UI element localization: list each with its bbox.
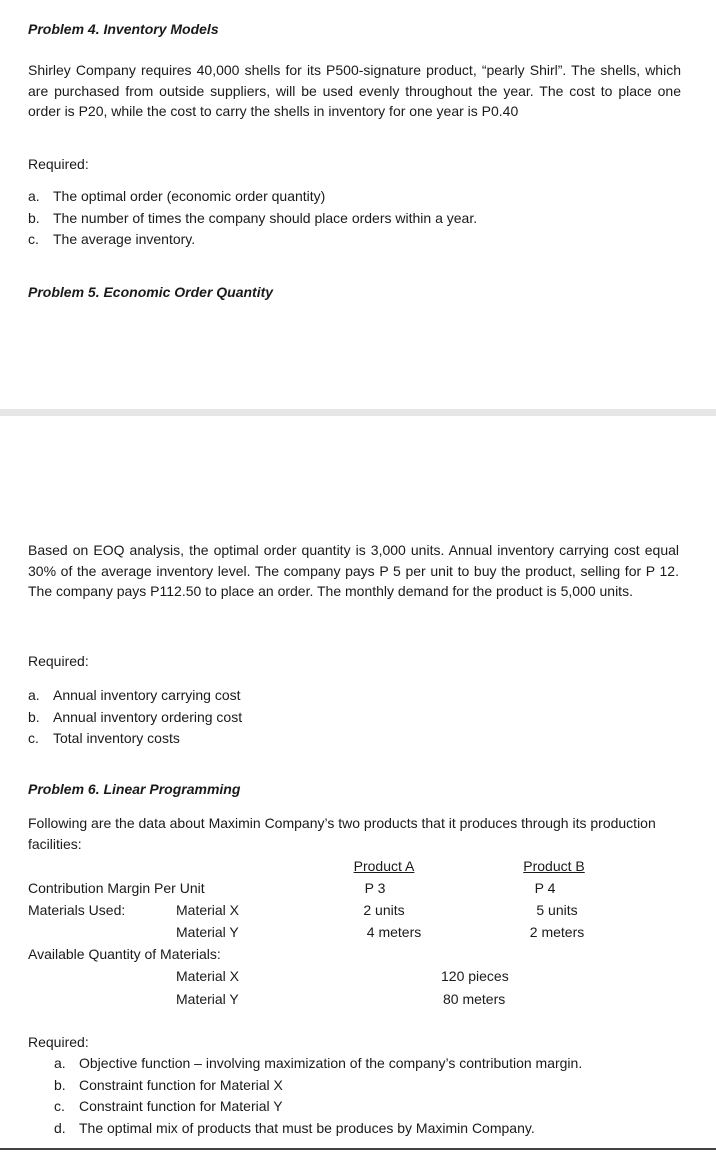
list-item: c. The average inventory.	[28, 231, 196, 247]
column-header-product-b: Product B	[523, 858, 585, 874]
problem-4-required-list	[28, 186, 477, 251]
row-label-material-x: Material X	[176, 902, 240, 918]
problem-4-required-label: Required:	[28, 156, 89, 172]
problem-6-title: Problem 6. Linear Programming	[28, 781, 241, 797]
list-item: b. Constraint function for Material X	[54, 1076, 283, 1093]
row-label-available-material-x: Material X	[176, 968, 240, 984]
problem-5-body: Based on EOQ analysis, the optimal order quantity is 3,000 units. Annual inventory carrying cost equal 30% of the average inventory level. The company pays P 5 per unit to buy the product, selling for P 12. The company pays P112.50 to place an order. The monthly demand for the product is 5,000 units.	[28, 542, 679, 599]
problem-6-required-label: Required:	[28, 1034, 89, 1050]
problem-4-title: Problem 4. Inventory Models	[28, 21, 219, 37]
cell-cm-product-a: P 3	[364, 880, 386, 896]
cell-my-product-b: 2 meters	[529, 924, 585, 940]
page-divider	[0, 409, 716, 416]
list-item: b. Annual inventory ordering cost	[28, 708, 243, 725]
cell-cm-product-b: P 4	[534, 880, 556, 896]
list-item: a. The optimal order (economic order quantity)	[28, 188, 326, 204]
problem-4-body: Shirley Company requires 40,000 shells for its P500-signature product, “pearly Shirl”. The shells, which are purchased from outside suppliers, will be used evenly throughout the year. The cost to place one order is P20, while the cost to carry the shells in inventory for one year is P0.40	[28, 62, 681, 119]
cell-my-product-a: 4 meters	[366, 924, 422, 940]
bottom-rule	[0, 1148, 716, 1150]
list-item: d. The optimal mix of products that must be produces by Maximin Company.	[54, 1119, 535, 1136]
cell-available-material-y: 80 meters	[443, 991, 506, 1007]
row-label-available-quantity: Available Quantity of Materials:	[28, 946, 221, 962]
cell-mx-product-a: 2 units	[363, 902, 405, 918]
row-label-contribution-margin: Contribution Margin Per Unit	[28, 880, 205, 896]
problem-5-required-list	[28, 685, 242, 750]
cell-mx-product-b: 5 units	[536, 902, 578, 918]
list-item: a. Objective function – involving maximization of the company’s contribution margin.	[54, 1055, 583, 1071]
problem-6-body: Following are the data about Maximin Company’s two products that it produces through its production facilities:	[28, 815, 656, 852]
problem-6-required-list	[54, 1053, 582, 1139]
problem-5-title: Problem 5. Economic Order Quantity	[28, 284, 274, 300]
cell-available-material-x: 120 pieces	[441, 968, 509, 984]
list-item: b. The number of times the company should place orders within a year.	[28, 209, 478, 226]
list-item: c. Constraint function for Material Y	[54, 1098, 283, 1114]
row-label-available-material-y: Material Y	[176, 991, 239, 1007]
row-label-material-y: Material Y	[176, 924, 239, 940]
problem-5-required-label: Required:	[28, 653, 89, 669]
list-item: c. Total inventory costs	[28, 730, 180, 746]
column-header-product-a: Product A	[353, 858, 415, 874]
row-label-materials-used: Materials Used:	[28, 902, 126, 918]
list-item: a. Annual inventory carrying cost	[28, 687, 241, 703]
